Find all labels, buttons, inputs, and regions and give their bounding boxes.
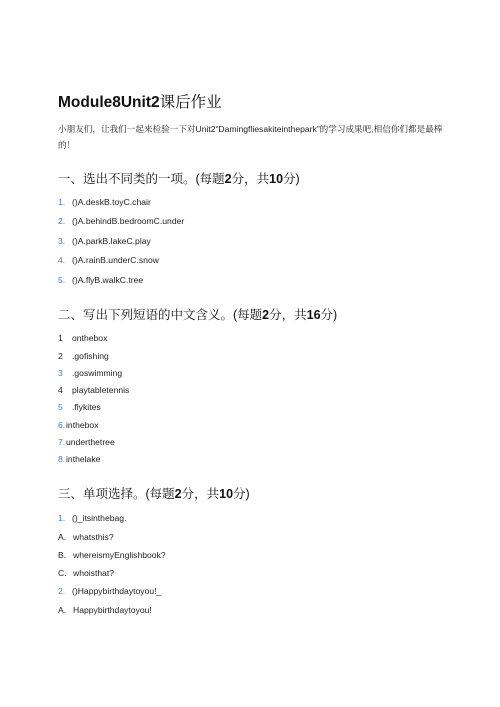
s2-item-2: 2 .gofishing — [58, 351, 109, 361]
section-2-heading — [58, 305, 337, 323]
s3-q1-option-a: A. whatsthis? — [58, 532, 114, 542]
s2-item-5: 5 .flykites — [58, 402, 101, 412]
s3-q1-option-b: B. whereismyEnglishbook? — [58, 550, 166, 560]
s1-question-5: 5. ()A.flyB.walkC.tree — [58, 275, 144, 285]
section-2-points-each: 2 — [262, 308, 270, 322]
section-1-points-each: 2 — [224, 172, 232, 186]
s2-item-4: 4 playtabletennis — [58, 385, 130, 395]
title-chinese: 课后作业 — [159, 94, 222, 111]
section-2-text-a: 二、写出下列短语的中文含义。(每题 — [58, 308, 263, 322]
section-1-text-c: 分) — [283, 172, 300, 186]
intro-paragraph: 小朋友们，让我们一起来检验一下对Unit2“Damingfliesakiteinthepark”的学习成果吧,相信你们都是最棒的！ — [58, 124, 443, 150]
s1-question-3: 3. ()A.parkB.lakeC.play — [58, 236, 151, 246]
section-3-points-each: 2 — [174, 487, 182, 501]
section-2-text-c: 分) — [320, 308, 338, 322]
s1-question-4: 4. ()A.rainB.underC.snow — [58, 255, 159, 265]
section-1-heading — [58, 169, 300, 187]
section-3-points-total: 10 — [219, 487, 234, 501]
section-1-text-b: 分，共 — [231, 172, 270, 186]
section-3-text-b: 分，共 — [181, 487, 220, 501]
section-1-text-a: 一、选出不同类的一项。(每题 — [58, 172, 225, 186]
section-2-text-b: 分，共 — [269, 308, 307, 322]
s3-question-2: 2. ()Happybirthdaytoyou!_ — [58, 586, 162, 596]
section-3-text-c: 分) — [233, 487, 250, 501]
s2-item-8: 8.inthelake — [58, 454, 101, 464]
section-3-heading — [58, 484, 250, 502]
title-english: Module8Unit2 — [58, 94, 160, 111]
s2-item-1: 1 onthebox — [58, 333, 108, 343]
s2-item-6: 6.inthebox — [58, 420, 99, 430]
section-2-points-total: 16 — [306, 308, 321, 322]
s2-item-3: 3 .goswimming — [58, 368, 123, 378]
section-3-text-a: 三、单项选择。(每题 — [58, 487, 175, 501]
s2-item-7: 7.underthetree — [58, 437, 115, 447]
s3-question-1: 1. ()_itsinthebag. — [58, 513, 127, 523]
s3-q2-option-a: A. Happybirthdaytoyou! — [58, 605, 152, 615]
s1-question-2: 2. ()A.behindB.bedroomC.under — [58, 216, 185, 226]
section-1-points-total: 10 — [269, 172, 284, 186]
page-title — [58, 90, 222, 112]
s1-question-1: 1. ()A.deskB.toyC.chair — [58, 197, 151, 207]
s3-q1-option-c: C. whoisthat? — [58, 568, 115, 578]
